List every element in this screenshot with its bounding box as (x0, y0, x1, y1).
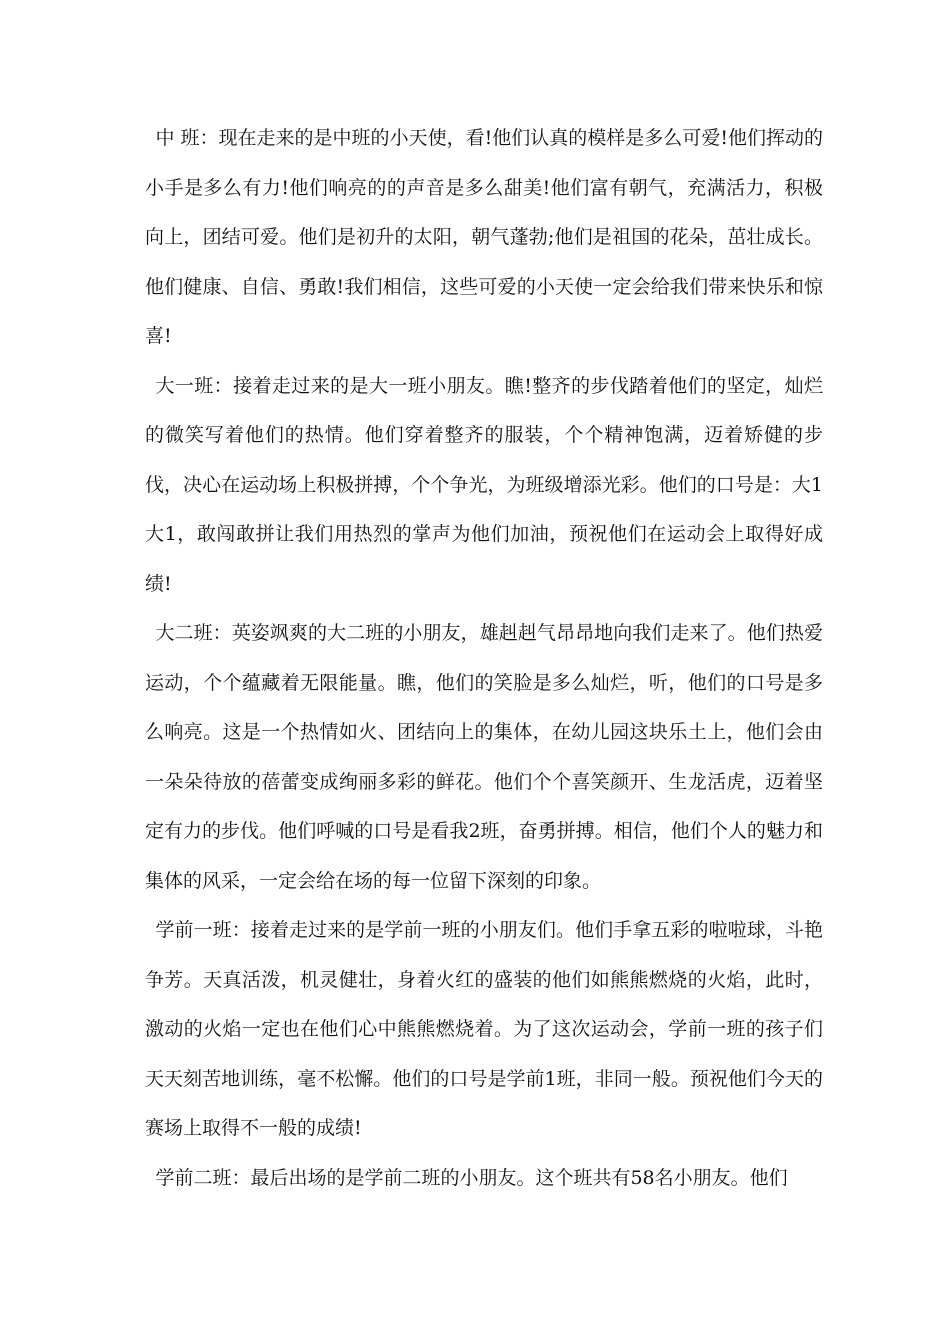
paragraph-senior-class-1: 大一班：接着走过来的是大一班小朋友。瞧!整齐的步伐踏着他们的坚定，灿烂的微笑写着他们的热情。他们穿着整齐的服装，个个精神饱满，迈着矫健的步伐，决心在运动场上积极拼搏，个个争光，为班级增添光彩。他们的口号是：大1大1，敢闯敢拼让我们用热烈的掌声为他们加油，预祝他们在运动会上取得好成绩! (145, 374, 823, 595)
paragraph-preschool-class-1: 学前一班：接着走过来的是学前一班的小朋友们。他们手拿五彩的啦啦球，斗艳争芳。天真活泼，机灵健壮，身着火红的盛装的他们如熊熊燃烧的火焰，此时，激动的火焰一定也在他们心中熊熊燃烧着。为了这次运动会，学前一班的孩子们天天刻苦地训练，毫不松懈。他们的口号是学前1班，非同一般。预祝他们今天的赛场上取得不一般的成绩! (145, 919, 823, 1139)
paragraph-senior-class-2: 大二班：英姿飒爽的大二班的小朋友，雄赳赳气昂昂地向我们走来了。他们热爱运动，个个蕴藏着无限能量。瞧，他们的笑脸是多么灿烂，听，他们的口号是多么响亮。这是一个热情如火、团结向上的集体，在幼儿园这块乐土上，他们会由一朵朵待放的蓓蕾变成绚丽多彩的鲜花。他们个个喜笑颜开、生龙活虎，迈着坚定有力的步伐。他们呼喊的口号是看我2班，奋勇拼搏。相信，他们个人的魅力和集体的风采，一定会给在场的每一位留下深刻的印象。 (145, 622, 823, 892)
paragraph-middle-class: 中 班：现在走来的是中班的小天使，看!他们认真的模样是多么可爱!他们挥动的小手是多么有力!他们响亮的的声音是多么甜美!他们富有朝气，充满活力，积极向上，团结可爱。他们是初升的太阳，朝气蓬勃;他们是祖国的花朵，茁壮成长。他们健康、自信、勇敢!我们相信，这些可爱的小天使一定会给我们带来快乐和惊喜! (145, 127, 823, 347)
document-body (145, 114, 823, 1203)
paragraph-preschool-class-2: 学前二班：最后出场的是学前二班的小朋友。这个班共有58名小朋友。他们 (155, 1166, 788, 1189)
